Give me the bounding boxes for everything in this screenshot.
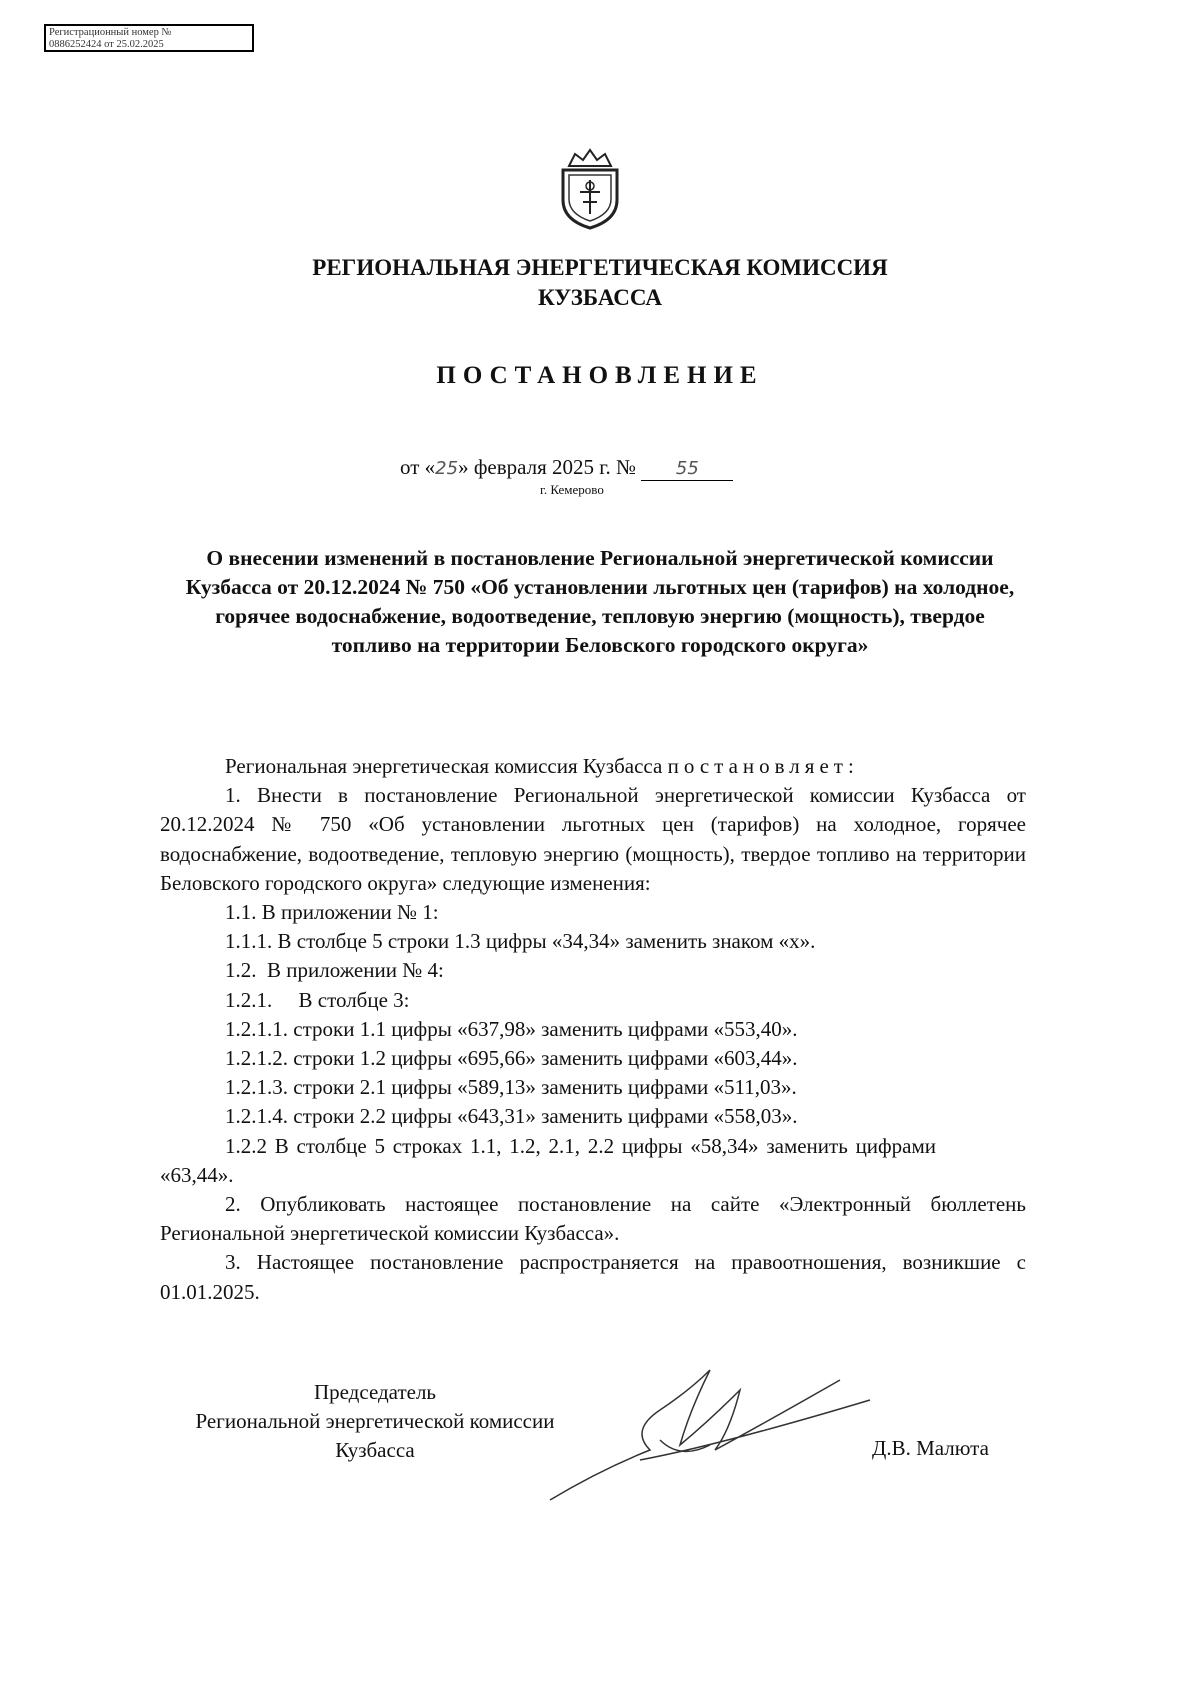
item: 1.2.1.2. строки 1.2 цифры «695,66» заменить цифрами «603,44». bbox=[225, 1046, 798, 1071]
document-body bbox=[160, 752, 1026, 1307]
intro bbox=[160, 752, 1026, 781]
paragraph-1: 1. Внести в постановление Региональной энергетической комиссии Кузбасса от 20.12.2024 № 750 «Об установлении льготных цен (тарифов) на холодное, горячее водоснабжение, водоотведение, тепловую энергию (мощность), твердое топливо на территории Беловского городского округа» следующие изменения: bbox=[160, 783, 1026, 895]
signatory-position bbox=[160, 1378, 590, 1465]
registration-number: 0886252424 от 25.02.2025 bbox=[49, 39, 164, 50]
signatory-name: Д.В. Малюта bbox=[872, 1436, 989, 1460]
paragraph-2: 2. Опубликовать настоящее постановление на сайте «Электронный бюллетень Региональной энергетической комиссии Кузбасса». bbox=[160, 1192, 1026, 1246]
item: 1.2.1.4. строки 2.2 цифры «643,31» заменить цифрами «558,03». bbox=[225, 1104, 798, 1129]
item: 1.2. В приложении № 4: bbox=[225, 958, 444, 983]
document-number: 55 bbox=[675, 458, 699, 479]
position-line: Региональной энергетической комиссии bbox=[195, 1409, 555, 1433]
paragraph-1-2-2: 1.2.2 В столбце 5 строках 1.1, 1.2, 2.1, 2.2 цифры «58,34» заменить цифрами «63,44». bbox=[160, 1133, 936, 1187]
item: 1.2.1.3. строки 2.1 цифры «589,13» заменить цифрами «511,03». bbox=[225, 1075, 797, 1100]
item: 1.1.1. В столбце 5 строки 1.3 цифры «34,34» заменить знаком «х». bbox=[225, 929, 816, 954]
coat-of-arms-icon bbox=[555, 148, 625, 230]
registration-label: Регистрационный номер № bbox=[49, 27, 172, 38]
intro-verb: постановляет: bbox=[667, 754, 859, 778]
document-subject: О внесении изменений в постановление Региональной энергетической комиссии Кузбасса от 20.12.2024 № 750 «Об установлении льготных цен (тарифов) на холодное, горячее водоснабжение, водоотведение, тепловую энергию (мощность), твердое топливо на территории Беловского городского округа» bbox=[185, 546, 1015, 657]
handwritten-signature bbox=[540, 1350, 880, 1510]
paragraph-3: 3. Настоящее постановление распространяется на правоотношения, возникшие с 01.01.2025. bbox=[160, 1250, 1026, 1304]
item: 1.1. В приложении № 1: bbox=[225, 900, 439, 925]
position-line: Кузбасса bbox=[335, 1438, 415, 1462]
organization-name bbox=[0, 253, 1200, 313]
document-type: ПОСТАНОВЛЕНИЕ bbox=[436, 362, 764, 389]
item: 1.2.1.1. строки 1.1 цифры «637,98» заменить цифрами «553,40». bbox=[225, 1016, 798, 1041]
item: 1.2.1. В столбце 3: bbox=[225, 987, 410, 1012]
document-date bbox=[400, 455, 733, 481]
position-line: Председатель bbox=[313, 1380, 437, 1404]
city: г. Кемерово bbox=[540, 482, 604, 497]
date-month-year: » февраля 2025 г. № bbox=[458, 455, 642, 479]
date-day: 25 bbox=[435, 458, 459, 479]
organization-line: КУЗБАССА bbox=[538, 285, 662, 310]
organization-line: РЕГИОНАЛЬНАЯ ЭНЕРГЕТИЧЕСКАЯ КОМИССИЯ bbox=[312, 255, 888, 280]
intro-text: Региональная энергетическая комиссия Кузбасса bbox=[225, 754, 668, 778]
date-prefix: от « bbox=[400, 455, 436, 479]
registration-stamp bbox=[44, 24, 254, 52]
